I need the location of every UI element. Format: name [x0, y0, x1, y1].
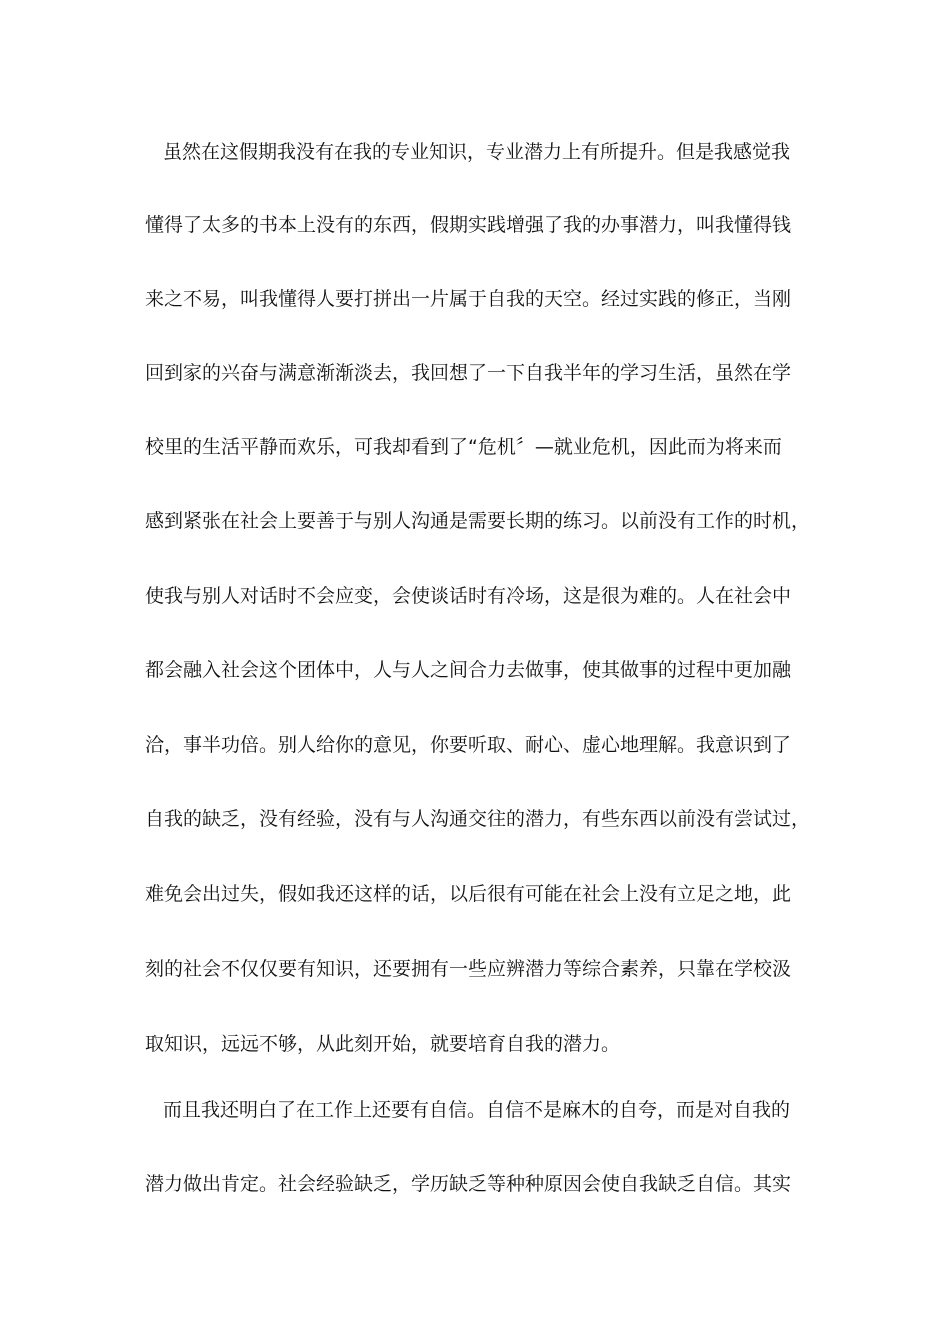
paragraph-1-line-11: 难免会出过失，假如我还这样的话，以后很有可能在社会上没有立足之地，此: [145, 883, 792, 905]
paragraph-1-line-8: 都会融入社会这个团体中，人与人之间合力去做事，使其做事的过程中更加融: [145, 659, 792, 681]
paragraph-1-line-10: 自我的缺乏，没有经验，没有与人沟通交往的潜力，有些东西以前没有尝试过，: [145, 808, 811, 830]
paragraph-1-line-4: 回到家的兴奋与满意渐渐淡去，我回想了一下自我半年的学习生活，虽然在学: [145, 362, 792, 384]
paragraph-2-line-1: 而且我还明白了在工作上还要有自信。自信不是麻木的自夸，而是对自我的: [163, 1099, 791, 1121]
paragraph-1-line-3: 来之不易，叫我懂得人要打拼出一片属于自我的天空。经过实践的修正，当刚: [145, 288, 792, 310]
paragraph-1-line-2: 懂得了太多的书本上没有的东西，假期实践增强了我的办事潜力，叫我懂得钱: [145, 214, 792, 236]
paragraph-1-line-7: 使我与别人对话时不会应变，会使谈话时有冷场，这是很为难的。人在社会中: [145, 585, 792, 607]
paragraph-1-line-13: 取知识，远远不够，从此刻开始，就要培育自我的潜力。: [145, 1033, 621, 1055]
paragraph-1-line-6: 感到紧张在社会上要善于与别人沟通是需要长期的练习。以前没有工作的时机，: [145, 510, 811, 532]
paragraph-1-line-9: 洽，事半功倍。别人给你的意见，你要听取、耐心、虚心地理解。我意识到了: [145, 734, 792, 756]
paragraph-1-line-5: 校里的生活平静而欢乐，可我却看到了“危机〞—就业危机，因此而为将来而: [145, 436, 782, 458]
paragraph-1-line-12: 刻的社会不仅仅要有知识，还要拥有一些应辨潜力等综合素养，只靠在学校汲: [145, 958, 792, 980]
paragraph-1-line-1: 虽然在这假期我没有在我的专业知识，专业潜力上有所提升。但是我感觉我: [163, 141, 791, 163]
paragraph-2-line-2: 潜力做出肯定。社会经验缺乏，学历缺乏等种种原因会使自我缺乏自信。其实: [145, 1173, 792, 1195]
